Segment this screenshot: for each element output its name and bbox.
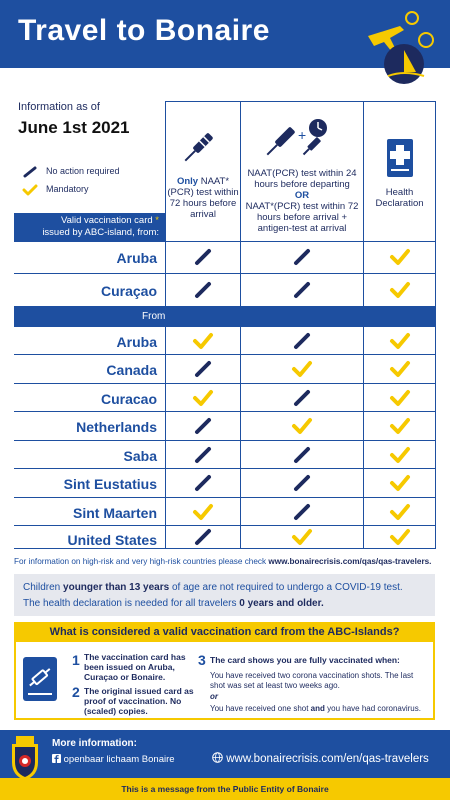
mandatory-check-icon <box>192 502 214 522</box>
grid-line <box>14 383 435 384</box>
grid-line <box>14 354 435 355</box>
step-text: The card shows you are fully vaccinated when: <box>210 655 400 665</box>
no-action-slash-icon <box>291 473 313 493</box>
health-declaration-line <box>23 598 324 609</box>
grid-line <box>435 101 436 549</box>
no-action-slash-icon <box>291 388 313 408</box>
facebook-label: openbaar lichaam Bonaire <box>63 754 175 765</box>
grid-line <box>14 273 435 274</box>
grid-line <box>14 468 435 469</box>
legend-label: Mandatory <box>46 184 89 194</box>
note-text: For information on high-risk and very high-risk countries please check <box>14 557 269 566</box>
mandatory-check-icon <box>389 473 411 493</box>
row-label: Aruba <box>116 250 157 266</box>
step-number: 3 <box>198 652 206 668</box>
step-text: The original issued card as proof of vaccination. No (scaled) copies. <box>84 686 194 716</box>
step-detail: You have received two corona vaccination shots. The last shot was set at least two weeks ago. <box>210 671 414 690</box>
children-info-line <box>23 582 403 593</box>
vaccination-card-icon <box>22 656 58 702</box>
no-action-slash-icon <box>192 416 214 436</box>
facebook-icon <box>52 754 61 763</box>
row-label: Netherlands <box>76 419 157 435</box>
step-number: 2 <box>72 684 80 700</box>
row-label: Sint Eustatius <box>63 476 157 492</box>
no-action-slash-icon <box>192 280 214 300</box>
grid-line <box>14 525 435 526</box>
valid-card-title: What is considered a valid vaccination card from the ABC-Islands? <box>14 622 435 642</box>
legend-mandatory <box>22 184 89 198</box>
mandatory-check-icon <box>389 280 411 300</box>
no-action-slash-icon <box>192 473 214 493</box>
svg-text:+: + <box>298 127 307 143</box>
mandatory-check-icon <box>192 388 214 408</box>
from-bar <box>14 307 435 327</box>
no-action-slash-icon <box>291 445 313 465</box>
mandatory-check-icon <box>389 247 411 267</box>
grid-line <box>165 101 436 102</box>
row-label: Curacao <box>100 391 157 407</box>
mandatory-check-icon <box>389 416 411 436</box>
row-label: Curaçao <box>100 283 157 299</box>
row-label: United States <box>67 532 157 548</box>
row-label: Saba <box>123 448 157 464</box>
mandatory-check-icon <box>389 527 411 547</box>
website-label: www.bonairecrisis.com/en/qas-travelers <box>226 753 429 765</box>
facebook-link[interactable] <box>52 754 175 765</box>
header-banner <box>0 0 450 68</box>
column-header-emphasis: Only <box>176 176 199 187</box>
column-header-health: Health Declaration <box>375 187 424 209</box>
info-date: June 1st 2021 <box>18 118 130 137</box>
risk-countries-note <box>14 557 431 566</box>
column-header-text: NAAT* (PCR) test within 72 hours before arrival <box>167 176 239 220</box>
info-label: Information as of <box>18 101 100 113</box>
no-action-slash-icon <box>192 247 214 267</box>
mandatory-check-icon <box>389 502 411 522</box>
mandatory-check-icon <box>291 416 313 436</box>
mandatory-check-icon <box>389 359 411 379</box>
slash-icon <box>22 166 38 178</box>
bonaire-crest-icon <box>8 736 42 780</box>
globe-icon <box>212 752 223 763</box>
vaccination-card-subtitle: issued by ABC-island, from: <box>42 227 159 238</box>
grid-line <box>14 241 435 242</box>
mandatory-check-icon <box>389 445 411 465</box>
test-swab-icon <box>178 128 218 168</box>
step-text: The vaccination card has been issued on Aruba, Curaçao or Bonaire. <box>84 652 186 682</box>
no-action-slash-icon <box>291 247 313 267</box>
health-document-icon <box>386 138 414 178</box>
test-and-timer-icon <box>260 112 340 162</box>
no-action-slash-icon <box>291 331 313 351</box>
step-detail-emphasis: and <box>310 704 325 713</box>
mandatory-check-icon <box>291 359 313 379</box>
more-info-label: More information: <box>52 738 137 749</box>
vaccination-card-bar <box>14 213 165 241</box>
page-title: Travel to Bonaire <box>18 14 270 47</box>
children-emphasis: 0 years and older. <box>239 598 324 609</box>
children-info-box <box>14 574 435 616</box>
step-detail-text: you have had coronavirus. <box>324 704 421 713</box>
children-text: Children <box>23 582 64 593</box>
no-action-slash-icon <box>291 280 313 300</box>
column-header-or: OR <box>294 190 310 201</box>
mandatory-check-icon <box>291 527 313 547</box>
no-action-slash-icon <box>291 502 313 522</box>
row-label: Aruba <box>116 334 157 350</box>
legend-label: No action required <box>46 166 120 176</box>
no-action-slash-icon <box>192 527 214 547</box>
mandatory-check-icon <box>389 388 411 408</box>
legend-no-action <box>22 166 120 180</box>
column-header-text: NAAT*(PCR) test within 72 hours before arrival + antigen-test at arrival <box>245 201 359 234</box>
grid-line <box>14 548 435 549</box>
vaccination-card-title: Valid vaccination card <box>60 215 153 226</box>
children-text: of age are not required to undergo a COVID-19 test. <box>169 582 403 593</box>
children-text: The health declaration is needed for all travelers <box>23 598 240 609</box>
grid-line <box>14 497 435 498</box>
website-link[interactable] <box>212 752 429 765</box>
step-detail-text: You have received one shot <box>210 704 311 713</box>
travel-illustration-icon <box>360 6 440 86</box>
step-number: 1 <box>72 652 80 668</box>
note-link[interactable]: www.bonairecrisis.com/qas/qas-travelers. <box>268 557 432 566</box>
mandatory-check-icon <box>192 331 214 351</box>
check-icon <box>22 184 38 196</box>
no-action-slash-icon <box>192 359 214 379</box>
grid-line <box>14 440 435 441</box>
mandatory-check-icon <box>389 331 411 351</box>
row-label: Canada <box>106 362 157 378</box>
grid-line <box>14 411 435 412</box>
step-or: or <box>210 692 218 701</box>
row-label: Sint Maarten <box>72 505 157 521</box>
column-header-naat-or <box>242 168 362 234</box>
column-header-text: NAAT(PCR) test within 24 hours before departing <box>247 168 357 190</box>
children-emphasis: younger than 13 years <box>63 582 170 593</box>
from-label: From <box>142 311 166 322</box>
step-detail <box>210 704 435 714</box>
asterisk: * <box>155 215 159 226</box>
no-action-slash-icon <box>192 445 214 465</box>
public-entity-message: This is a message from the Public Entity of Bonaire <box>0 778 450 800</box>
footer <box>0 730 450 800</box>
column-header-naat-only <box>167 176 239 220</box>
